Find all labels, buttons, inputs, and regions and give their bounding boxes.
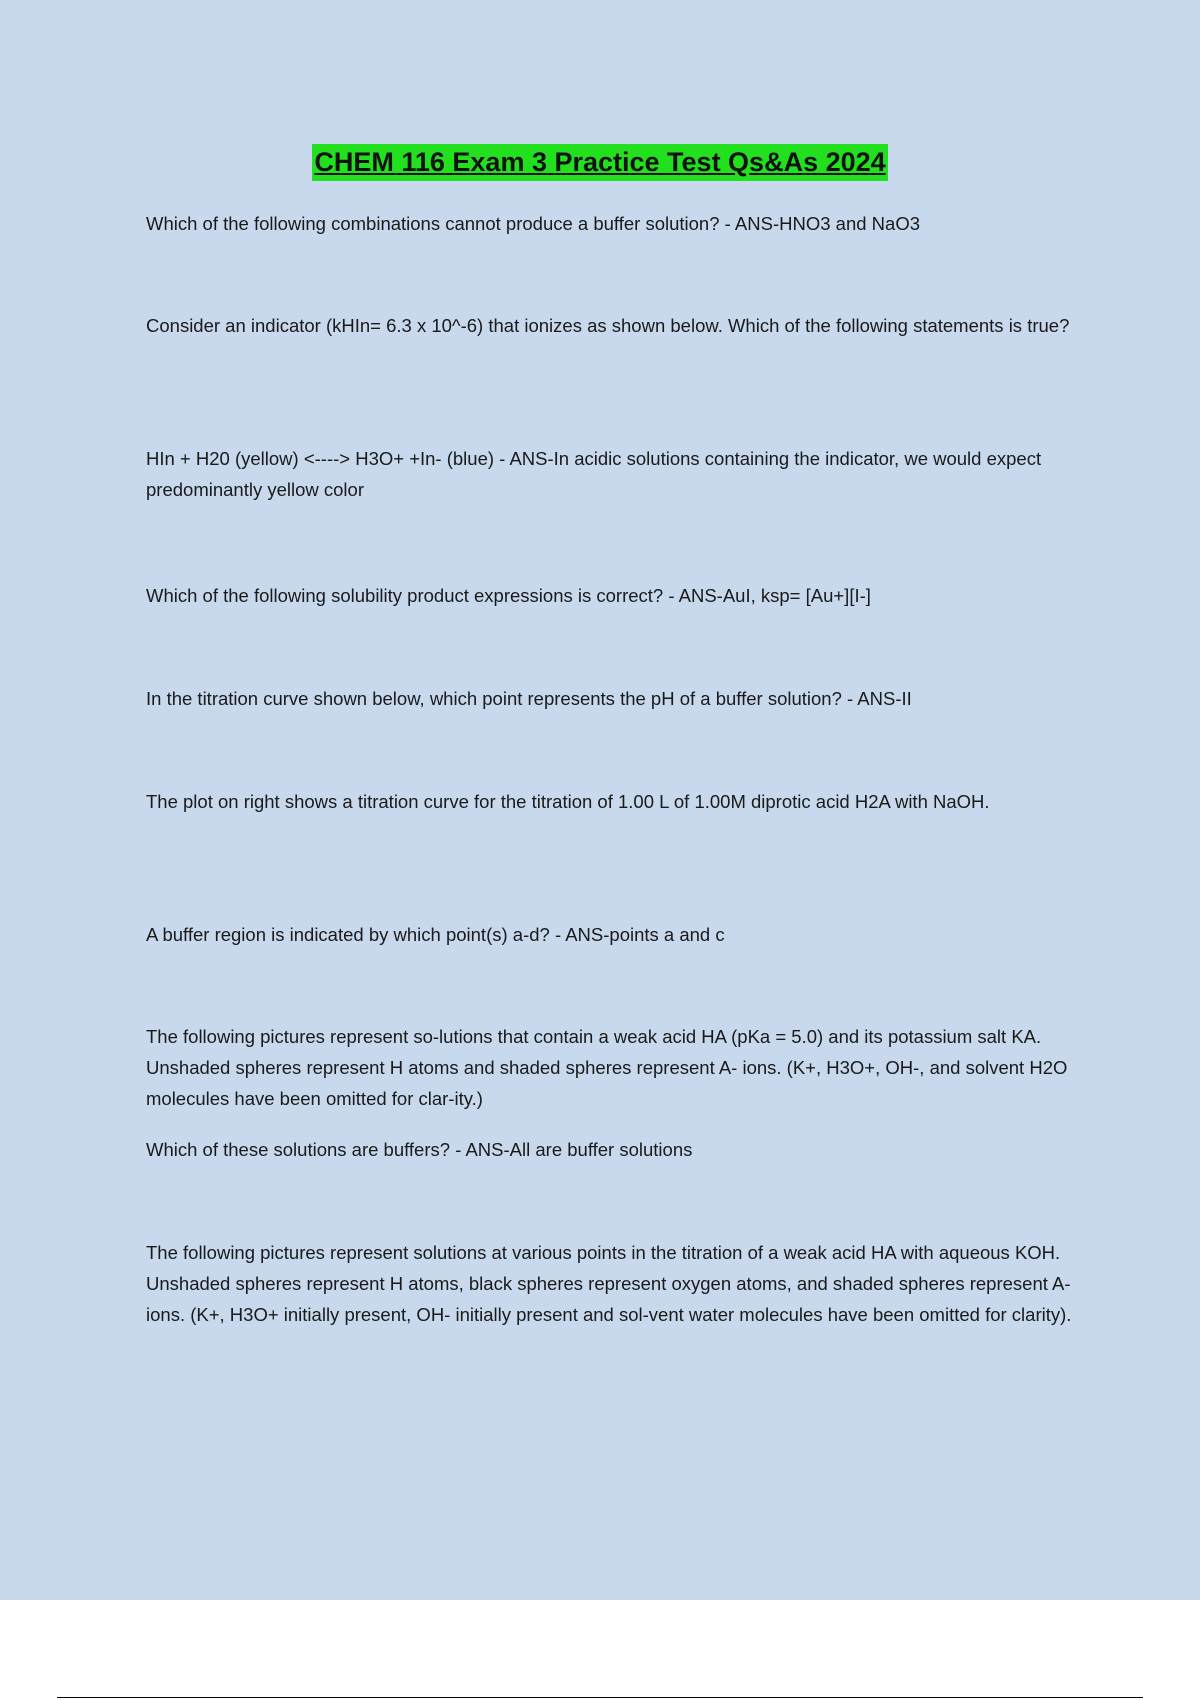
document-title: CHEM 116 Exam 3 Practice Test Qs&As 2024 bbox=[312, 144, 887, 181]
title-container bbox=[0, 144, 1200, 181]
paragraph-q6-answer: Which of these solutions are buffers? - ANS-All are buffer solutions bbox=[146, 1139, 693, 1160]
paragraph-q7: The following pictures represent solutions at various points in the titration of a weak acid HA with aqueous KOH. Unshaded spheres represent H atoms, black spheres represent oxygen atoms, and shaded spheres represent A- ions. (K+, H3O+ initially present, OH- initially present and sol-vent water molecules have been omitted for clarity). bbox=[146, 1242, 1072, 1325]
paragraph-q5-answer: A buffer region is indicated by which point(s) a-d? - ANS-points a and c bbox=[146, 924, 725, 945]
paragraph-q2: Consider an indicator (kHIn= 6.3 x 10^-6) that ionizes as shown below. Which of the following statements is true? bbox=[146, 315, 1070, 336]
paragraph-q1: Which of the following combinations cannot produce a buffer solution? - ANS-HNO3 and NaO3 bbox=[146, 213, 921, 234]
paragraph-q3: Which of the following solubility product expressions is correct? - ANS-AuI, ksp= [Au+][I-] bbox=[146, 585, 871, 606]
paragraph-q5: The plot on right shows a titration curve for the titration of 1.00 L of 1.00M diprotic acid H2A with NaOH. bbox=[146, 791, 990, 812]
paragraph-q2-answer: HIn + H20 (yellow) <----> H3O+ +In- (blue) - ANS-In acidic solutions containing the indicator, we would expect predominantly yellow color bbox=[146, 448, 1042, 500]
paragraph-q6: The following pictures represent so-lutions that contain a weak acid HA (pKa = 5.0) and its potassium salt KA. Unshaded spheres represent H atoms and shaded spheres represent A- ions. (K+, H3O+, OH-, and solvent H2O molecules have been omitted for clar-ity.) bbox=[146, 1026, 1068, 1109]
paragraph-q4: In the titration curve shown below, which point represents the pH of a buffer solution? - ANS-II bbox=[146, 688, 912, 709]
footer-divider bbox=[57, 1697, 1143, 1698]
